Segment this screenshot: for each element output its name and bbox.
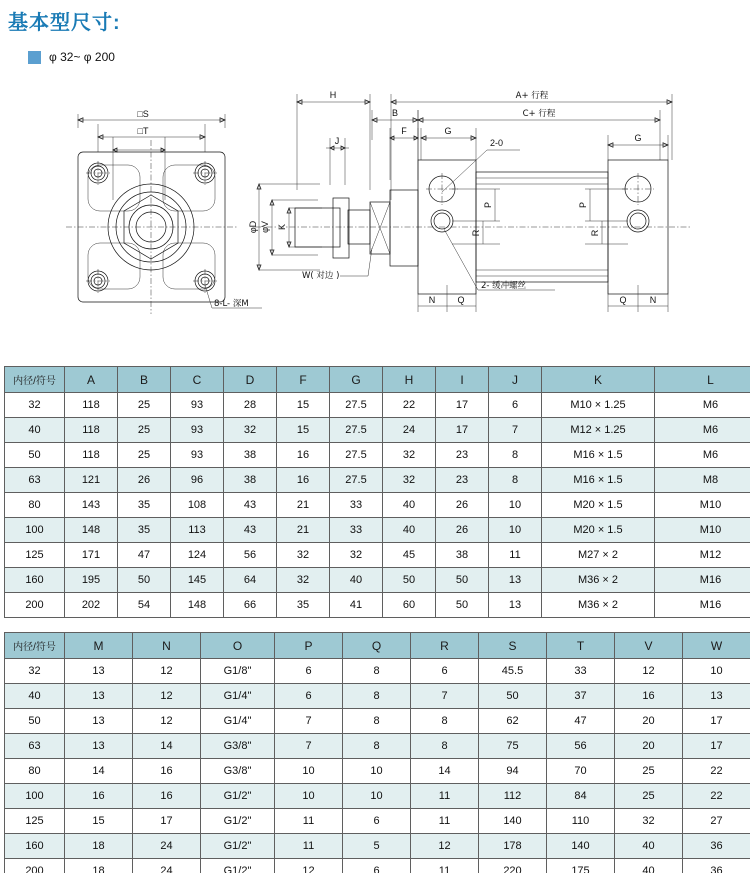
row-bore-cell: 125 [5, 543, 65, 568]
label-g-left: G [444, 126, 452, 136]
table-cell: 8 [411, 734, 479, 759]
table-cell: G1/4" [201, 709, 275, 734]
table-cell: 13 [683, 684, 750, 709]
label-two-o: 2-0 [490, 138, 504, 148]
row-bore-cell: 50 [5, 709, 65, 734]
table-cell: M6 [655, 443, 750, 468]
table-cell: 47 [118, 543, 171, 568]
table-cell: 8 [343, 659, 411, 684]
table-cell: 6 [411, 659, 479, 684]
table-row [5, 418, 750, 443]
table-cell: 6 [343, 859, 411, 873]
label-j: J [334, 136, 340, 146]
technical-drawing [0, 80, 750, 345]
row-bore-cell: 50 [5, 443, 65, 468]
table-cell: 35 [118, 518, 171, 543]
table-cell: 12 [133, 709, 201, 734]
table1-col-10: K [542, 367, 655, 393]
table-cell: 45.5 [479, 659, 547, 684]
table-cell: 112 [479, 784, 547, 809]
table-cell: 40 [615, 859, 683, 873]
table-cell: 16 [133, 759, 201, 784]
table-cell: 64 [224, 568, 277, 593]
table-cell: G1/4" [201, 684, 275, 709]
table-cell: M16 × 1.5 [542, 468, 655, 493]
table-cell: 96 [171, 468, 224, 493]
table-cell: 15 [277, 418, 330, 443]
page-title: 基本型尺寸: [8, 12, 121, 34]
table-row [5, 518, 750, 543]
table-row [5, 543, 750, 568]
table-cell: 40 [330, 568, 383, 593]
table2-col-0: 内径/符号 [5, 633, 65, 659]
table-cell: 175 [547, 859, 615, 873]
table-cell: 33 [330, 518, 383, 543]
table1-col-5: F [277, 367, 330, 393]
table-cell: 15 [65, 809, 133, 834]
table-cell: 124 [171, 543, 224, 568]
table-cell: 43 [224, 493, 277, 518]
front-view [66, 109, 262, 314]
table-cell: 140 [479, 809, 547, 834]
table-cell: 8 [343, 709, 411, 734]
table-cell: 11 [411, 859, 479, 873]
table-cell: 8 [489, 468, 542, 493]
table-row [5, 468, 750, 493]
table-cell: 27.5 [330, 418, 383, 443]
table-cell: 35 [118, 493, 171, 518]
table-cell: M16 [655, 593, 750, 618]
table-cell: G1/2" [201, 809, 275, 834]
table-cell: 32 [277, 568, 330, 593]
table-cell: M12 [655, 543, 750, 568]
table-cell: 94 [479, 759, 547, 784]
table1-body [5, 393, 750, 618]
table-row [5, 834, 750, 859]
table-row [5, 759, 750, 784]
table-cell: M6 [655, 393, 750, 418]
table-cell: M8 [655, 468, 750, 493]
table-cell: 10 [275, 759, 343, 784]
table-cell: 38 [224, 443, 277, 468]
row-bore-cell: 200 [5, 859, 65, 873]
table-cell: 25 [118, 418, 171, 443]
table-cell: 21 [277, 518, 330, 543]
table-row [5, 593, 750, 618]
table1-col-7: H [383, 367, 436, 393]
table1-col-6: G [330, 367, 383, 393]
table-cell: 36 [683, 834, 750, 859]
table-cell: 10 [343, 784, 411, 809]
table-cell: 60 [383, 593, 436, 618]
table-cell: 50 [383, 568, 436, 593]
table-cell: 118 [65, 393, 118, 418]
table-cell: 18 [65, 834, 133, 859]
label-k: K [277, 223, 287, 231]
label-n-left: N [428, 295, 436, 305]
table-cell: 56 [224, 543, 277, 568]
table-cell: 35 [277, 593, 330, 618]
table-header-row [5, 367, 750, 393]
label-q-right: Q [619, 295, 627, 305]
table-header-row [5, 633, 750, 659]
table-cell: 50 [118, 568, 171, 593]
label-f: F [401, 126, 407, 136]
table-cell: 32 [383, 468, 436, 493]
table-cell: 93 [171, 418, 224, 443]
table-cell: 17 [683, 734, 750, 759]
table-cell: 12 [275, 859, 343, 873]
table2-col-8: T [547, 633, 615, 659]
row-bore-cell: 80 [5, 493, 65, 518]
table-row [5, 568, 750, 593]
table-cell: 22 [683, 759, 750, 784]
legend-swatch-icon [28, 51, 41, 64]
table-cell: 11 [275, 809, 343, 834]
table-cell: 36 [683, 859, 750, 873]
table-cell: 17 [683, 709, 750, 734]
row-bore-cell: 32 [5, 393, 65, 418]
table-row [5, 659, 750, 684]
table-cell: 145 [171, 568, 224, 593]
table-cell: 143 [65, 493, 118, 518]
table-cell: G3/8" [201, 759, 275, 784]
label-s: □S [137, 109, 149, 119]
table-cell: 113 [171, 518, 224, 543]
table-row [5, 709, 750, 734]
table-cell: 12 [133, 684, 201, 709]
label-cushion-note: 2- 缓冲螺丝 [481, 281, 527, 291]
table-cell: 11 [275, 834, 343, 859]
table-cell: 32 [330, 543, 383, 568]
table-row [5, 859, 750, 873]
table-cell: 13 [489, 568, 542, 593]
table-cell: 11 [411, 784, 479, 809]
table-cell: M12 × 1.25 [542, 418, 655, 443]
side-view [248, 90, 690, 312]
row-bore-cell: 32 [5, 659, 65, 684]
table-cell: 66 [224, 593, 277, 618]
table2-col-9: V [615, 633, 683, 659]
table-cell: 10 [489, 518, 542, 543]
label-t: □T [137, 126, 149, 136]
row-bore-cell: 125 [5, 809, 65, 834]
table1-col-8: I [436, 367, 489, 393]
table-cell: 50 [436, 568, 489, 593]
table-cell: 40 [615, 834, 683, 859]
table-cell: 70 [547, 759, 615, 784]
label-p-left: P [483, 201, 493, 209]
table-cell: 13 [65, 659, 133, 684]
table-cell: 37 [547, 684, 615, 709]
table-cell: G1/2" [201, 834, 275, 859]
table-cell: 16 [133, 784, 201, 809]
table-row [5, 493, 750, 518]
table-cell: 171 [65, 543, 118, 568]
row-bore-cell: 160 [5, 834, 65, 859]
row-bore-cell: 40 [5, 418, 65, 443]
table-cell: 93 [171, 393, 224, 418]
table-cell: 16 [277, 468, 330, 493]
table-cell: 202 [65, 593, 118, 618]
table-cell: 13 [489, 593, 542, 618]
legend-label: φ 32~ φ 200 [49, 50, 115, 64]
label-hole-note: 8-L- 深M [214, 299, 249, 309]
table2-body [5, 659, 750, 873]
table1-col-3: C [171, 367, 224, 393]
table-cell: 195 [65, 568, 118, 593]
table-cell: 38 [224, 468, 277, 493]
table-cell: 50 [479, 684, 547, 709]
table-cell: 13 [65, 709, 133, 734]
table-cell: 12 [411, 834, 479, 859]
table-cell: 8 [411, 709, 479, 734]
table-cell: 75 [479, 734, 547, 759]
table-cell: 13 [65, 734, 133, 759]
label-b: B [391, 108, 399, 118]
drawing-svg [0, 80, 750, 345]
table-cell: 220 [479, 859, 547, 873]
table-cell: 7 [489, 418, 542, 443]
table-row [5, 809, 750, 834]
table2-col-1: M [65, 633, 133, 659]
label-phi-v: φV [260, 221, 270, 233]
table-cell: 10 [275, 784, 343, 809]
table-cell: 110 [547, 809, 615, 834]
table-cell: 16 [277, 443, 330, 468]
table-cell: 32 [383, 443, 436, 468]
table-cell: 148 [171, 593, 224, 618]
table-cell: 23 [436, 468, 489, 493]
table2-col-10: W [683, 633, 750, 659]
table-cell: 6 [343, 809, 411, 834]
table-cell: 17 [133, 809, 201, 834]
table1-col-11: L [655, 367, 750, 393]
table-cell: 10 [489, 493, 542, 518]
table-cell: 40 [383, 493, 436, 518]
table-cell: 108 [171, 493, 224, 518]
table-cell: 7 [411, 684, 479, 709]
table-cell: 16 [65, 784, 133, 809]
dimension-table-2 [4, 632, 750, 873]
table-cell: 118 [65, 418, 118, 443]
table-cell: 10 [343, 759, 411, 784]
table-cell: 40 [383, 518, 436, 543]
table-row [5, 684, 750, 709]
table-cell: 8 [489, 443, 542, 468]
row-bore-cell: 200 [5, 593, 65, 618]
row-bore-cell: 160 [5, 568, 65, 593]
table-cell: 26 [436, 493, 489, 518]
table-cell: 10 [683, 659, 750, 684]
table-cell: G1/2" [201, 784, 275, 809]
table-row [5, 443, 750, 468]
table-cell: 43 [224, 518, 277, 543]
label-g-right: G [634, 133, 642, 143]
table-cell: 140 [547, 834, 615, 859]
dimension-table-1 [4, 366, 750, 618]
table-cell: 93 [171, 443, 224, 468]
label-p-right: P [578, 201, 588, 209]
table-cell: 38 [436, 543, 489, 568]
table-cell: 20 [615, 709, 683, 734]
table-cell: 6 [275, 659, 343, 684]
table-cell: 16 [615, 684, 683, 709]
series-legend [28, 50, 115, 64]
table-cell: 50 [436, 593, 489, 618]
row-bore-cell: 80 [5, 759, 65, 784]
table-cell: 148 [65, 518, 118, 543]
table1-col-4: D [224, 367, 277, 393]
table-cell: 27 [683, 809, 750, 834]
row-bore-cell: 100 [5, 518, 65, 543]
table-cell: 22 [683, 784, 750, 809]
table-cell: 7 [275, 709, 343, 734]
table-cell: 56 [547, 734, 615, 759]
table-cell: M20 × 1.5 [542, 518, 655, 543]
table-cell: 33 [547, 659, 615, 684]
table-cell: 23 [436, 443, 489, 468]
row-bore-cell: 63 [5, 468, 65, 493]
table-cell: M10 × 1.25 [542, 393, 655, 418]
table-cell: 6 [489, 393, 542, 418]
label-w-note: W( 对边 ) [302, 271, 340, 281]
table-cell: 6 [275, 684, 343, 709]
table-cell: 84 [547, 784, 615, 809]
label-r-right: R [590, 229, 600, 237]
table-cell: G3/8" [201, 734, 275, 759]
table-cell: 17 [436, 393, 489, 418]
table1-col-0: 内径/符号 [5, 367, 65, 393]
table-cell: 15 [277, 393, 330, 418]
label-c-stroke: C+ 行程 [522, 109, 556, 119]
table-cell: 118 [65, 443, 118, 468]
table-cell: M10 [655, 518, 750, 543]
table-cell: 27.5 [330, 393, 383, 418]
table-row [5, 784, 750, 809]
table-cell: M10 [655, 493, 750, 518]
table-cell: M16 × 1.5 [542, 443, 655, 468]
table-cell: 14 [133, 734, 201, 759]
table-cell: 12 [133, 659, 201, 684]
table-cell: 14 [411, 759, 479, 784]
table-cell: 5 [343, 834, 411, 859]
table-cell: 178 [479, 834, 547, 859]
table2-col-5: Q [343, 633, 411, 659]
table-cell: 7 [275, 734, 343, 759]
table-cell: 12 [615, 659, 683, 684]
row-bore-cell: 63 [5, 734, 65, 759]
table-cell: 11 [411, 809, 479, 834]
label-phi-d: φD [248, 220, 258, 234]
table-cell: 27.5 [330, 468, 383, 493]
table-cell: 20 [615, 734, 683, 759]
table-cell: 25 [118, 443, 171, 468]
table-cell: 11 [489, 543, 542, 568]
row-bore-cell: 40 [5, 684, 65, 709]
table-cell: 62 [479, 709, 547, 734]
table-cell: 28 [224, 393, 277, 418]
label-n-right: N [649, 295, 657, 305]
table-cell: M16 [655, 568, 750, 593]
label-r-left: R [471, 229, 481, 237]
table-cell: 32 [277, 543, 330, 568]
label-h: H [329, 90, 337, 100]
table-cell: M20 × 1.5 [542, 493, 655, 518]
table-cell: 14 [65, 759, 133, 784]
table-cell: 8 [343, 734, 411, 759]
row-bore-cell: 100 [5, 784, 65, 809]
table-cell: 18 [65, 859, 133, 873]
table-row [5, 393, 750, 418]
table1-col-2: B [118, 367, 171, 393]
table-cell: 41 [330, 593, 383, 618]
table-cell: 17 [436, 418, 489, 443]
table-cell: 21 [277, 493, 330, 518]
table-cell: 33 [330, 493, 383, 518]
table2-col-3: O [201, 633, 275, 659]
table-cell: 47 [547, 709, 615, 734]
table-cell: M36 × 2 [542, 568, 655, 593]
table-cell: 24 [383, 418, 436, 443]
table1-col-1: A [65, 367, 118, 393]
table-cell: G1/8" [201, 659, 275, 684]
table-cell: 54 [118, 593, 171, 618]
table-cell: M36 × 2 [542, 593, 655, 618]
table-cell: 13 [65, 684, 133, 709]
table-cell: 32 [224, 418, 277, 443]
table-cell: 25 [615, 784, 683, 809]
table-cell: 26 [436, 518, 489, 543]
table-cell: 22 [383, 393, 436, 418]
table2-col-6: R [411, 633, 479, 659]
table-cell: 24 [133, 834, 201, 859]
table-cell: 45 [383, 543, 436, 568]
table-cell: 8 [343, 684, 411, 709]
table2-col-7: S [479, 633, 547, 659]
label-a-stroke: A+ 行程 [515, 91, 549, 101]
table-cell: 27.5 [330, 443, 383, 468]
label-q-left: Q [457, 295, 465, 305]
table-cell: 32 [615, 809, 683, 834]
table2-col-2: N [133, 633, 201, 659]
table-cell: 24 [133, 859, 201, 873]
table-cell: M6 [655, 418, 750, 443]
table-cell: G1/2" [201, 859, 275, 873]
table-cell: 26 [118, 468, 171, 493]
table-row [5, 734, 750, 759]
table-cell: M27 × 2 [542, 543, 655, 568]
table1-col-9: J [489, 367, 542, 393]
table-cell: 25 [615, 759, 683, 784]
table2-col-4: P [275, 633, 343, 659]
table-cell: 121 [65, 468, 118, 493]
table-cell: 25 [118, 393, 171, 418]
